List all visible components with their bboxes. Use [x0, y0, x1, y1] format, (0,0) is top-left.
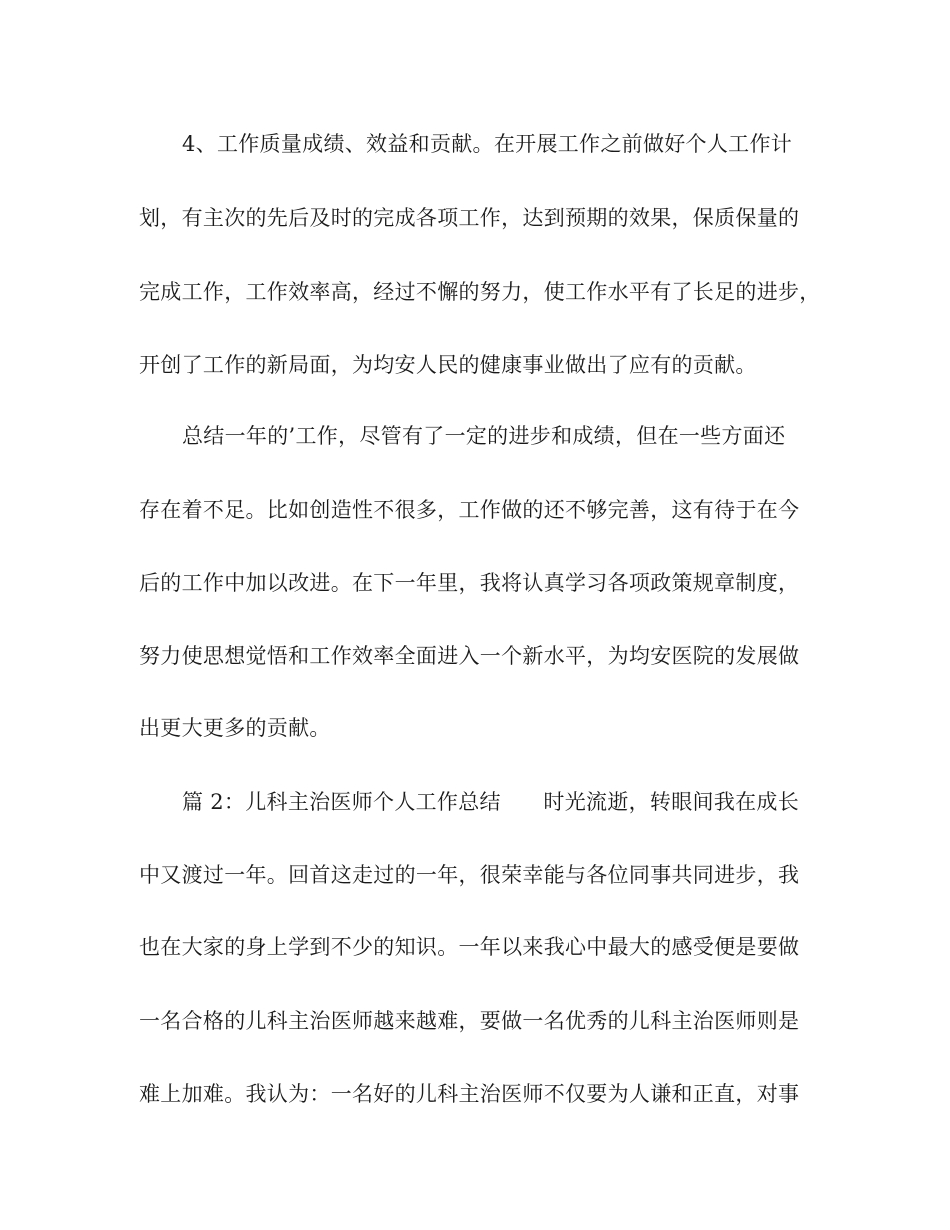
text-line: 中又渡过一年。回首这走过的一年，很荣幸能与各位同事共同进步，我 — [139, 863, 800, 887]
text-line: 也在大家的身上学到不少的知识。一年以来我心中最大的感受便是要做 — [139, 935, 800, 959]
text-line: 划，有主次的先后及时的完成各项工作，达到预期的效果，保质保量的 — [139, 206, 800, 230]
text-line: 一名合格的儿科主治医师越来越难，要做一名优秀的儿科主治医师则是 — [139, 1009, 800, 1033]
text-line: 努力使思想觉悟和工作效率全面进入一个新水平，为均安医院的发展做 — [139, 644, 800, 668]
text-line: 难上加难。我认为：一名好的儿科主治医师不仅要为人谦和正直，对事 — [139, 1082, 800, 1106]
text-line: 4、工作质量成绩、效益和贡献。在开展工作之前做好个人工作计 — [182, 132, 793, 156]
text-line: 篇 2：儿科主治医师个人工作总结 时光流逝，转眼间我在成长 — [182, 790, 800, 814]
text-line: 总结一年的’工作，尽管有了一定的进步和成绩，但在一些方面还 — [182, 424, 786, 448]
text-line: 后的工作中加以改进。在下一年里，我将认真学习各项政策规章制度， — [139, 571, 800, 595]
text-line: 出更大更多的贡献。 — [139, 716, 331, 740]
text-line: 开创了工作的新局面，为均安人民的健康事业做出了应有的贡献。 — [139, 353, 757, 377]
text-line: 存在着不足。比如创造性不很多，工作做的还不够完善，这有待于在今 — [139, 498, 800, 522]
text-line: 完成工作，工作效率高，经过不懈的努力，使工作水平有了长足的进步， — [139, 280, 821, 304]
